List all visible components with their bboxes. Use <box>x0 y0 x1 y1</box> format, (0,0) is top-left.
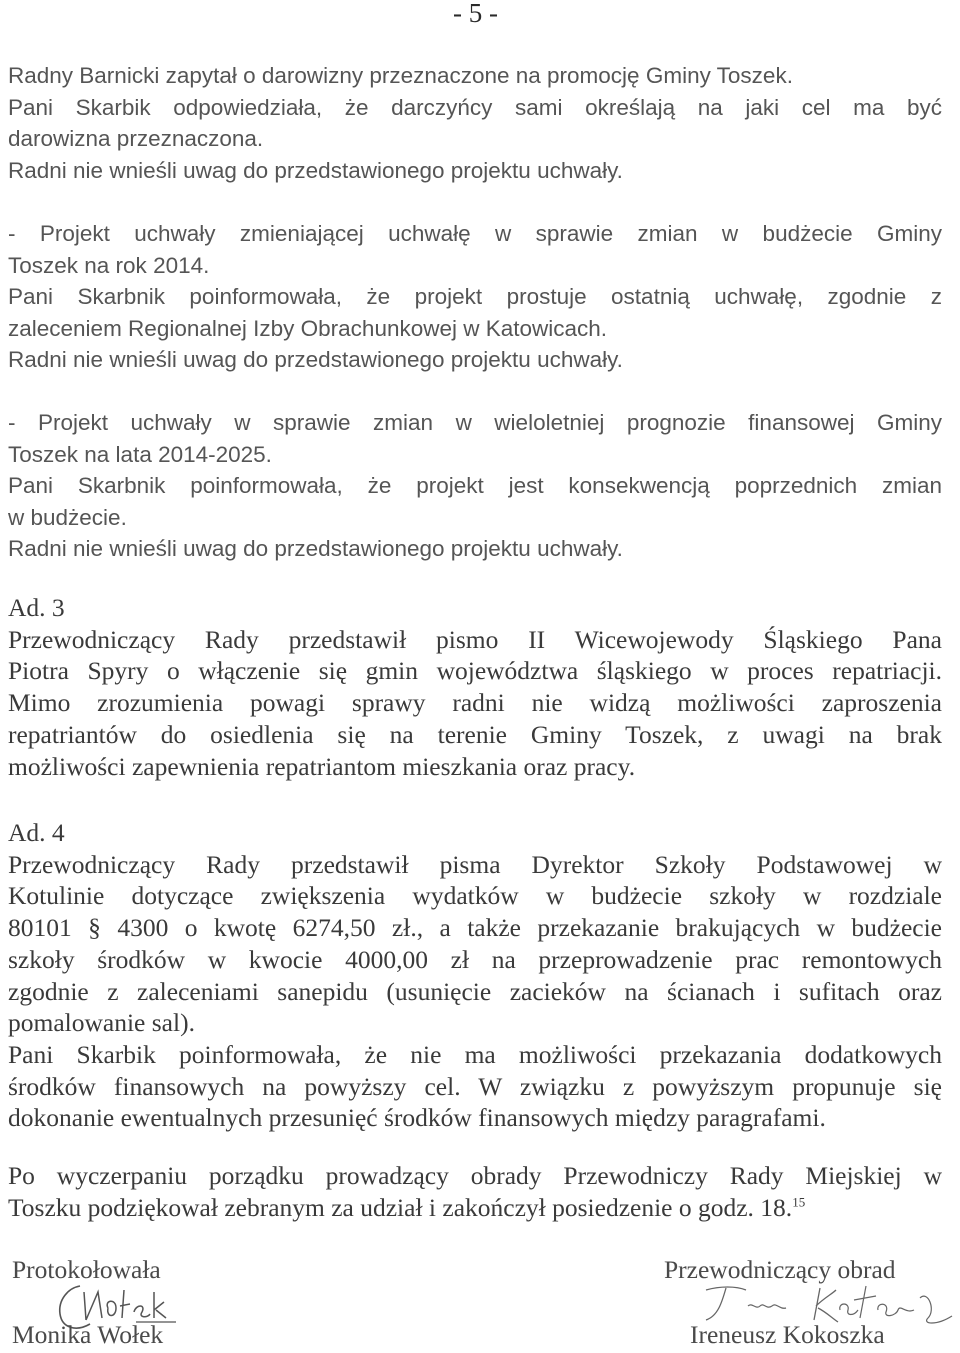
text-line: Pani Skarbnik poinformowała, że projekt prostuje ostatnią uchwałę, zgodnie z <box>8 284 942 309</box>
page-number: - 5 - <box>453 0 498 28</box>
text-line: Pani Skarbik odpowiedziała, że darczyńcy sami określają na jaki cel ma być <box>8 94 942 120</box>
section-projekt-prognoza <box>8 407 942 565</box>
section-closing <box>8 1160 942 1223</box>
text-line: - Projekt uchwały w sprawie zmian w wieloletniej prognozie finansowej Gminy <box>8 410 942 435</box>
text-line: Pani Skarbik poinformowała, że nie ma możliwości przekazania dodatkowych <box>8 1039 942 1069</box>
text-line: Pani Skarbnik poinformowała, że projekt jest konsekwencją poprzednich zmian <box>8 473 942 498</box>
text-line: w budżecie. <box>8 504 127 530</box>
signature-left-role: Protokołowała <box>12 1255 161 1284</box>
text-line: 80101 § 4300 o kwotę 6274,50 zł., a także przekazanie brakujących w budżecie <box>8 913 942 943</box>
text-line: Toszek na lata 2014-2025. <box>8 441 272 467</box>
section-heading: Ad. 4 <box>8 818 65 847</box>
text-line: Toszek na rok 2014. <box>8 252 210 278</box>
time-superscript: 15 <box>792 1194 806 1210</box>
text-line: Radni nie wnieśli uwag do przedstawionego projektu uchwały. <box>8 536 623 561</box>
text-line <box>8 1192 942 1224</box>
text-line: Mimo zrozumienia powagi sprawy radni nie widzą możliwości zaproszenia <box>8 688 942 718</box>
text-line: Po wyczerpaniu porządku prowadzący obrady Przewodniczy Rady Miejskiej w <box>8 1161 942 1190</box>
text-line: repatriantów do osiedlenia się na terenie Gminy Toszek, z uwagi na brak <box>8 719 942 749</box>
section-heading: Ad. 3 <box>8 593 65 622</box>
text-line: Radny Barnicki zapytał o darowizny przeznaczone na promocję Gminy Toszek. <box>8 63 793 88</box>
text-line: dokonanie ewentualnych przesunięć środków finansowych między paragrafami. <box>8 1103 826 1133</box>
section-ad-4 <box>8 817 942 1134</box>
text-line: możliwości zapewnienia repatriantom mieszkania oraz pracy. <box>8 751 636 781</box>
text-line: Przewodniczący Rady przedstawił pisma Dyrektor Szkoły Podstawowej w <box>8 849 942 879</box>
text-line: środków finansowych na powyższy cel. W związku z powyższym propunuje się <box>8 1071 942 1101</box>
text-line: pomalowanie sal). <box>8 1008 195 1038</box>
text-line: Radni nie wnieśli uwag do przedstawionego projektu uchwały. <box>8 347 623 372</box>
text-line: darowizna przeznaczona. <box>8 126 264 151</box>
text-line: Kotulinie dotyczące zwiększenia wydatków w budżecie szkoły w rozdziale <box>8 881 942 911</box>
closing-text: Toszku podziękował zebranym za udział i zakończył posiedzenie o godz. 18. <box>8 1192 793 1222</box>
text-line: - Projekt uchwały zmieniającej uchwałę w sprawie zmian w budżecie Gminy <box>8 221 942 246</box>
text-line: zaleceniem Regionalnej Izby Obrachunkowej w Katowicach. <box>8 315 608 341</box>
section-ad-3 <box>8 592 942 782</box>
text-line: Przewodniczący Rady przedstawił pismo II Wicewojewody Śląskiego Pana <box>8 624 942 654</box>
signature-right-name: Ireneusz Kokoszka <box>690 1320 885 1349</box>
signature-right-role: Przewodniczący obrad <box>664 1255 896 1284</box>
section-projekt-budzet-2014 <box>8 218 942 376</box>
text-line: Radni nie wnieśli uwag do przedstawionego projektu uchwały. <box>8 157 623 183</box>
section-darowizny <box>8 60 942 186</box>
text-line: zgodnie z zaleceniami sanepidu (usunięcie zacieków na ścianach i sufitach oraz <box>8 976 942 1006</box>
signature-left-name: Monika Wołek <box>12 1320 164 1349</box>
text-line: Piotra Spyry o włączenie się gmin województwa śląskiego w proces repatriacji. <box>8 656 942 686</box>
text-line: szkoły środków w kwocie 4000,00 zł na przeprowadzenie prac remontowych <box>8 944 942 974</box>
